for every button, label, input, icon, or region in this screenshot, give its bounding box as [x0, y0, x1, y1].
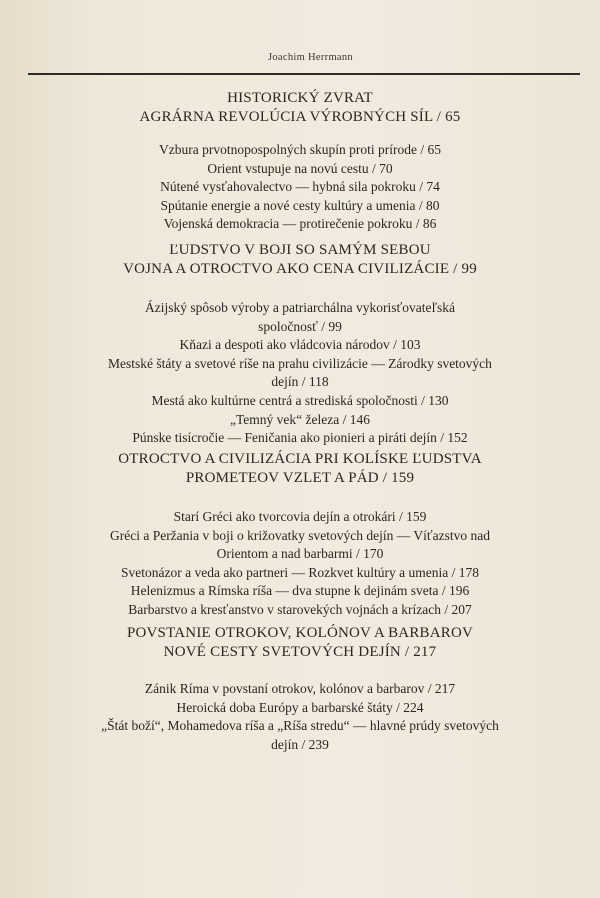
toc-entry: Helenizmus a Rímska ríša — dva stupne k dejinám sveta / 196 [130, 583, 470, 599]
section-heading-line: NOVÉ CESTY SVETOVÝCH DEJÍN / 217 [163, 644, 437, 660]
section-entries [0, 680, 600, 754]
toc-section-3 [0, 450, 600, 620]
running-head: Joachim Herrmann [268, 52, 353, 63]
toc-entry: „Temný vek“ železa / 146 [230, 411, 370, 427]
section-heading-line: OTROCTVO A CIVILIZÁCIA PRI KOLÍSKE ĽUDSTVA [118, 451, 482, 467]
section-heading-line: ĽUDSTVO V BOJI SO SAMÝM SEBOU [169, 242, 431, 258]
toc-entry: Ázijský spôsob výroby a patriarchálna vykorisťovateľská [144, 300, 456, 315]
toc-entry: Mestské štáty a svetové ríše na prahu civilizácie — Zárodky svetových [108, 355, 492, 371]
toc-entry: Heroická doba Európy a barbarské štáty / 224 [176, 699, 424, 715]
toc-entry: Vzbura prvotnopospolných skupín proti prírode / 65 [159, 142, 441, 157]
section-entries [0, 508, 600, 620]
section-entries [0, 299, 600, 448]
toc-entry: Spútanie energie a nové cesty kultúry a umenia / 80 [160, 197, 440, 213]
section-heading-line: HISTORICKÝ ZVRAT [227, 90, 373, 106]
toc-entry: Kňazi a despoti ako vládcovia národov / 103 [179, 337, 421, 353]
toc-entry: Barbarstvo a kresťanstvo v starovekých vojnách a krízach / 207 [128, 601, 472, 617]
toc-entry: Orient vstupuje na novú cestu / 70 [207, 160, 393, 176]
section-heading-line: AGRÁRNA REVOLÚCIA VÝROBNÝCH SÍL / 65 [139, 109, 461, 125]
toc-entry: Gréci a Peržania v boji o križovatky svetových dejín — Víťazstvo nad [109, 527, 491, 543]
toc-entry: dejín / 118 [271, 374, 329, 390]
section-entries [0, 141, 600, 234]
section-heading-line: PROMETEOV VZLET A PÁD / 159 [185, 470, 415, 486]
toc-entry: „Štát boží“, Mohamedova ríša a „Ríša stredu“ — hlavné prúdy svetových [101, 718, 499, 734]
toc-section-2 [0, 241, 600, 448]
section-heading-line: VOJNA A OTROCTVO AKO CENA CIVILIZÁCIE / 99 [123, 261, 477, 277]
toc-entry: Zánik Ríma v povstaní otrokov, kolónov a barbarov / 217 [144, 681, 456, 696]
toc-entry: Vojenská demokracia — protirečenie pokroku / 86 [163, 216, 437, 232]
toc-entry: Orientom a nad barbarmi / 170 [216, 546, 384, 562]
toc-entry: dejín / 239 [271, 736, 329, 752]
toc-entry: Svetonázor a veda ako partneri — Rozkvet kultúry a umenia / 178 [120, 564, 479, 580]
toc-entry: Starí Gréci ako tvorcovia dejín a otrokári / 159 [173, 509, 427, 524]
toc-entry: spoločnosť / 99 [258, 318, 342, 334]
toc-section-4 [0, 624, 600, 754]
section-heading-line: POVSTANIE OTROKOV, KOLÓNOV A BARBAROV [126, 625, 474, 641]
header-rule [28, 73, 580, 75]
toc-entry: Mestá ako kultúrne centrá a strediská spoločnosti / 130 [151, 392, 449, 408]
toc-entry: Nútené vysťahovalectvo — hybná sila pokroku / 74 [160, 179, 440, 195]
toc-section-1 [0, 89, 600, 234]
toc-entry: Púnske tisícročie — Feničania ako pionieri a piráti dejín / 152 [132, 430, 468, 446]
